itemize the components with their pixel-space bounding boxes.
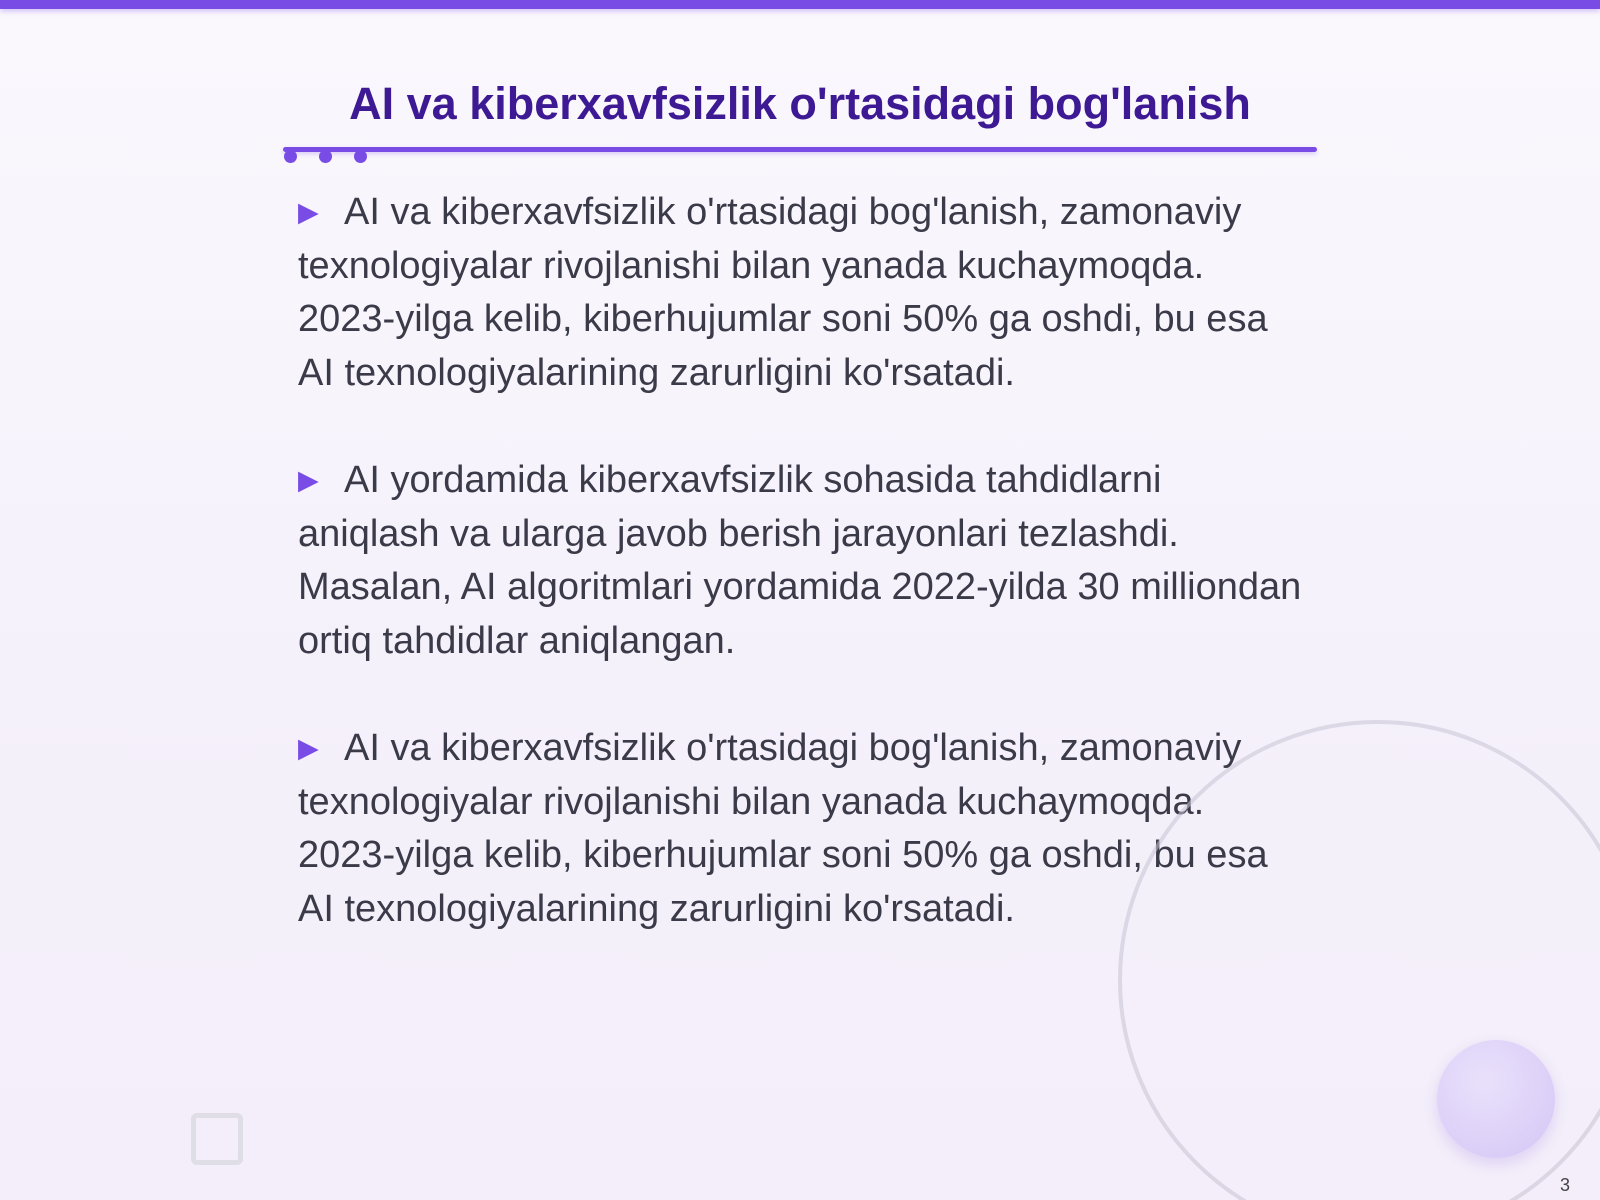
- bullet-text: AI va kiberxavfsizlik o'rtasidagi bog'lanish, zamonaviy texnologiyalar rivojlanishi bilan yanada kuchaymoqda. 2023-yilga kelib, kiberhujumlar soni 50% ga oshdi, bu esa AI texnologiyalarining zarurligini ko'rsatadi.: [298, 727, 1268, 930]
- decorative-square: [191, 1113, 243, 1165]
- bullet-text: AI va kiberxavfsizlik o'rtasidagi bog'lanish, zamonaviy texnologiyalar rivojlanishi bilan yanada kuchaymoqda. 2023-yilga kelib, kiberhujumlar soni 50% ga oshdi, bu esa AI texnologiyalarining zarurligini ko'rsatadi.: [298, 191, 1268, 394]
- bullet-paragraph: [298, 186, 1308, 400]
- page-number: 3: [1559, 1175, 1570, 1195]
- decorative-circle: [1437, 1040, 1555, 1158]
- decorative-dot: [319, 150, 332, 163]
- decorative-dot: [354, 150, 367, 163]
- title-underline: [283, 147, 1317, 152]
- top-accent-bar: [0, 0, 1600, 9]
- bullet-text: AI yordamida kiberxavfsizlik sohasida tahdidlarni aniqlash va ularga javob berish jarayonlari tezlashdi. Masalan, AI algoritmlari yordamida 2022-yilda 30 milliondan ortiq tahdidlar aniqlangan.: [298, 459, 1302, 662]
- play-triangle-icon: ▶: [298, 733, 319, 763]
- slide-title: AI va kiberxavfsizlik o'rtasidagi bog'lanish: [349, 78, 1251, 129]
- bullet-paragraph: [298, 454, 1308, 668]
- play-triangle-icon: ▶: [298, 197, 319, 227]
- decorative-dot: [284, 150, 297, 163]
- play-triangle-icon: ▶: [298, 465, 319, 495]
